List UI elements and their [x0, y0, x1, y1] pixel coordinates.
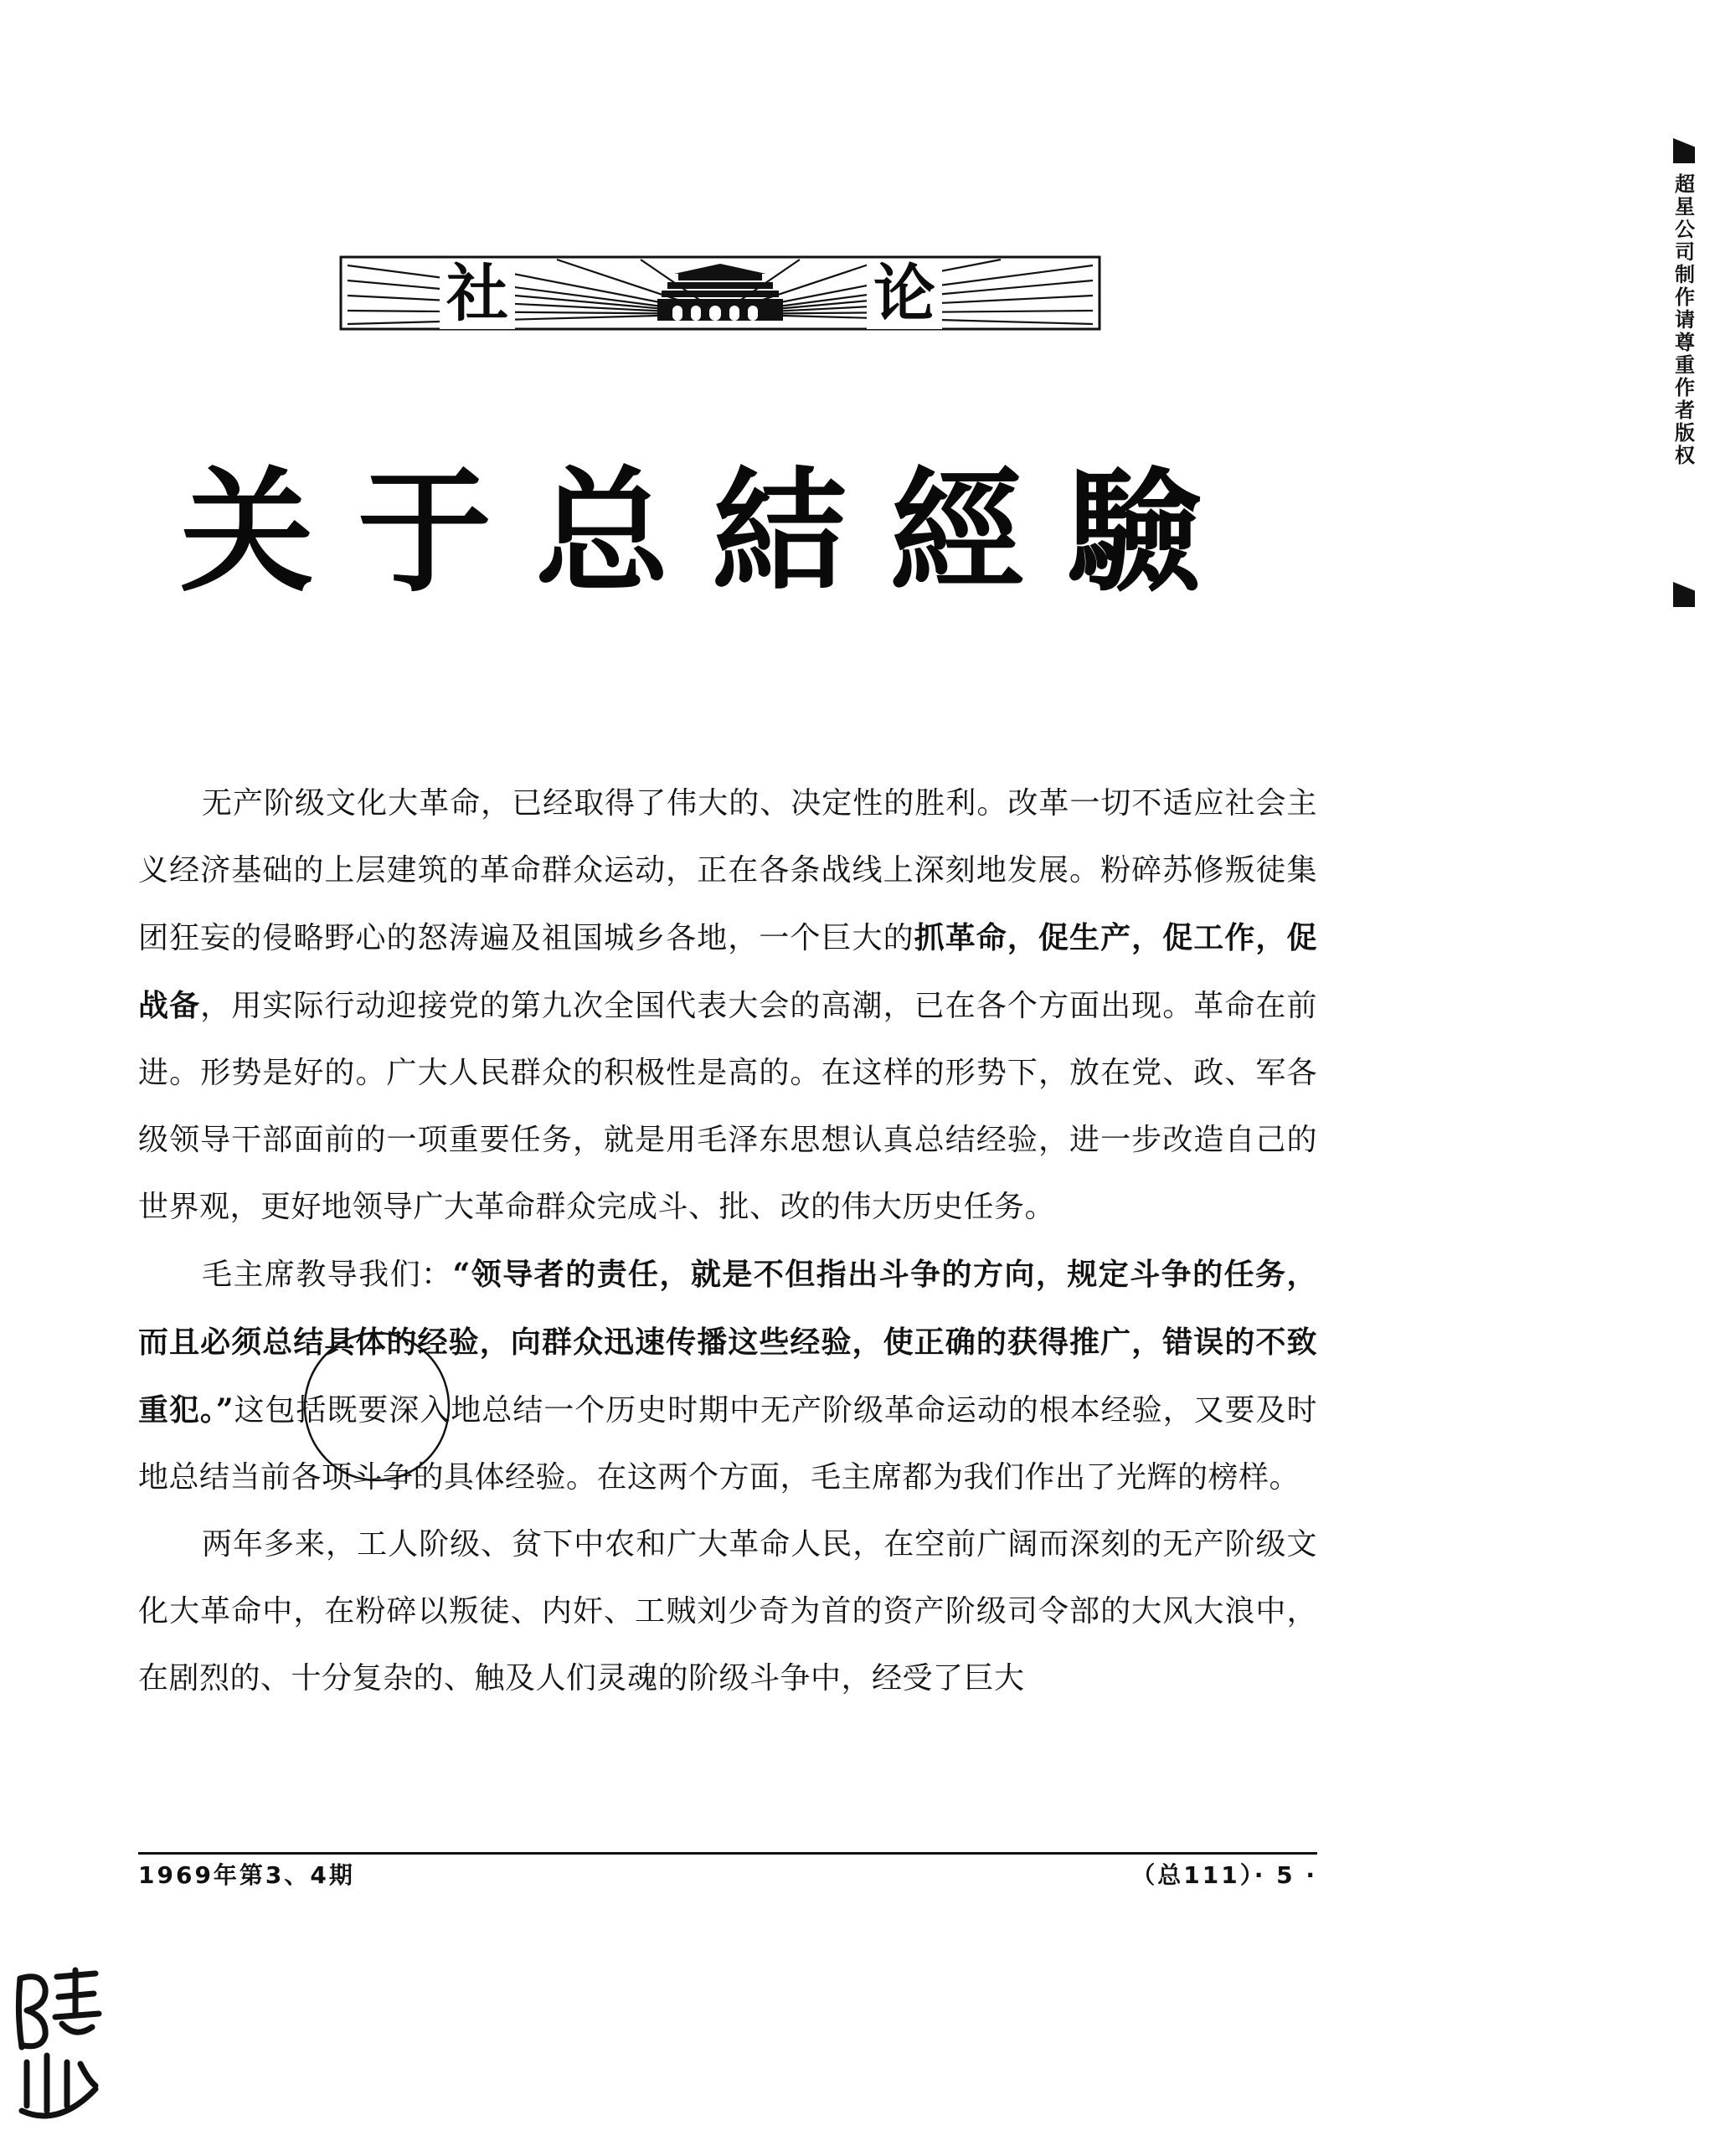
paragraph-2-quotation: “领导者的责任，就是不但指出斗争的方向，规定斗争的任务，而且必须总结具体的经验，向群众迅速传播这些经验，使正确的获得推广，错误的不致重犯。” — [138, 1257, 1317, 1428]
paragraph-1-slogan: 抓革命，促生产，促工作，促战备 — [138, 920, 1317, 1023]
seal-stamp-icon — [8, 1963, 109, 2131]
side-watermark — [1666, 138, 1703, 607]
banner-char-she: 社 — [440, 259, 515, 329]
article-body — [138, 770, 1317, 1712]
page-number: （总111）· 5 · — [1131, 1861, 1317, 1889]
side-watermark-text: 超星公司制作请尊重作者版权 — [1675, 172, 1695, 467]
paragraph-2-intro: 毛主席教导我们： — [202, 1258, 453, 1292]
paragraph-3 — [138, 1511, 1317, 1712]
issue-label: 1969年第3、4期 — [138, 1861, 355, 1889]
footer-rule — [138, 1852, 1317, 1855]
paragraph-1-text-a: 无产阶级文化大革命，已经取得了伟大的、决定性的胜利。改革一切不适应社会主义经济基础的上层建筑的革命群众运动，正在各条战线上深刻地发展。粉碎苏修叛徒集团狂妄的侵略野心的怒涛遍及祖国城乡各地，一个巨大的 — [138, 786, 1317, 955]
paragraph-1 — [138, 770, 1317, 1241]
paragraph-1-text-b: ，用实际行动迎接党的第九次全国代表大会的高潮，已在各个方面出现。革命在前进。形势是好的。广大人民群众的积极性是高的。在这样的形势下，放在党、政、军各级领导干部面前的一项重要任务，就是用毛泽东思想认真总结经验，进一步改造自己的世界观，更好地领导广大革命群众完成斗、批、改的伟大历史任务。 — [138, 989, 1317, 1224]
paragraph-2-text: 这包括既要深入地总结一个历史时期中无产阶级革命运动的根本经验，又要及时地总结当前各项斗争的具体经验。在这两个方面，毛主席都为我们作出了光辉的榜样。 — [138, 1393, 1317, 1495]
hand-drawn-circle-mark — [297, 1327, 456, 1486]
editorial-banner — [339, 255, 1101, 332]
paragraph-3-text: 两年多来，工人阶级、贫下中农和广大革命人民，在空前广阔而深刻的无产阶级文化大革命中，在粉碎以叛徒、内奸、工贼刘少奇为首的资产阶级司令部的大风大浪中，在剧烈的、十分复杂的、触及人们灵魂的阶级斗争中，经受了巨大 — [138, 1527, 1317, 1695]
article-title: 关于总結經驗 — [180, 453, 1246, 610]
banner-char-lun: 论 — [867, 259, 942, 329]
watermark-bar-bottom — [1673, 582, 1695, 607]
watermark-bar-top — [1673, 138, 1695, 163]
